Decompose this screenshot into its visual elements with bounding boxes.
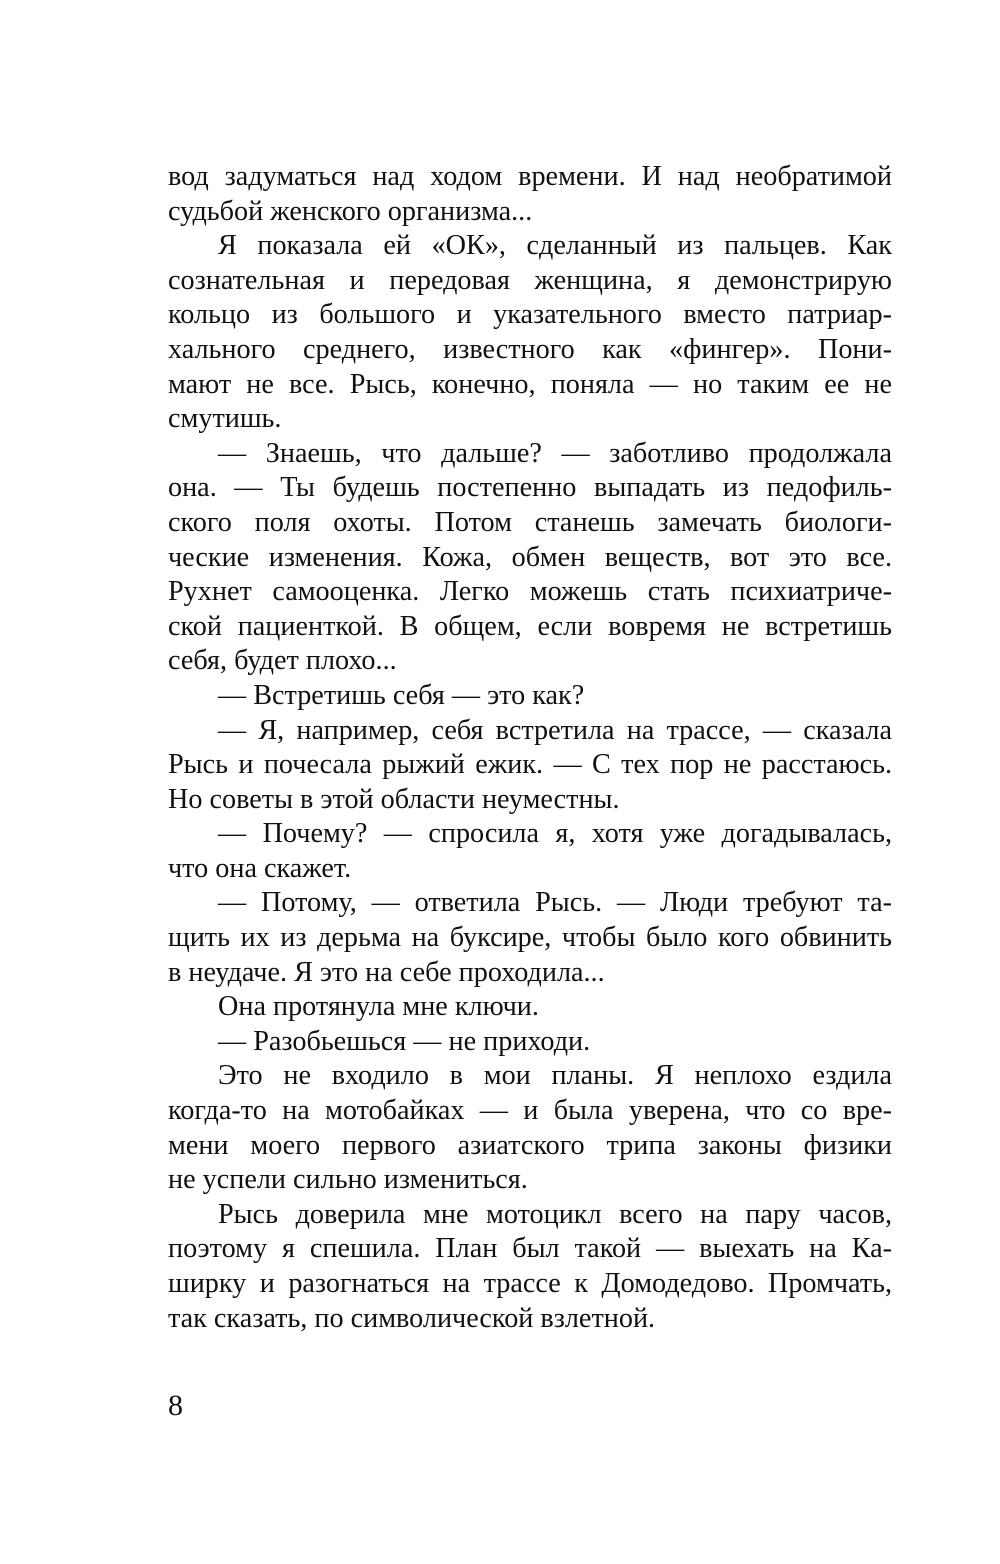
text-line: Рухнет самооценка. Легко можешь стать психиатриче- xyxy=(168,576,892,608)
text-line: Рысь доверила мне мотоцикл всего на пару часов, xyxy=(218,1198,892,1230)
text-line: когда-то на мотобайках — и была уверена, что со вре- xyxy=(168,1095,892,1127)
text-line: себя, будет плохо... xyxy=(168,645,397,677)
text-line: поэтому я спешила. План был такой — выехать на Ка- xyxy=(168,1233,892,1265)
text-line: Но советы в этой области неуместны. xyxy=(168,783,620,815)
text-line: ческие изменения. Кожа, обмен веществ, вот это все. xyxy=(168,541,892,573)
text-line: в неудаче. Я это на себе проходила... xyxy=(168,956,605,988)
text-line: ской пациенткой. В общем, если вовремя не встретишь xyxy=(168,610,892,642)
text-line: кольцо из большого и указательного вместо патриар- xyxy=(168,299,892,331)
text-line: сознательная и передовая женщина, я демонстрирую xyxy=(168,264,892,296)
text-line: вод задуматься над ходом времени. И над необратимой xyxy=(168,161,892,192)
text-line: не успели сильно измениться. xyxy=(168,1164,528,1196)
text-line: — Я, например, себя встретила на трассе, — сказала xyxy=(218,714,892,746)
text-line: Я показала ей «ОК», сделанный из пальцев. Как xyxy=(218,230,892,262)
text-line: смутишь. xyxy=(168,403,282,435)
text-line: — Потому, — ответила Рысь. — Люди требуют та- xyxy=(218,887,892,919)
text-line: что она скажет. xyxy=(168,852,352,884)
page-text xyxy=(168,160,892,1336)
text-line: ского поля охоты. Потом станешь замечать биологи- xyxy=(168,506,892,538)
text-line: — Встретишь себя — это как? xyxy=(218,679,585,711)
text-line: хального среднего, известного как «фингер». Пони- xyxy=(168,333,892,365)
text-line: ширку и разогнаться на трассе к Домодедово. Промчать, xyxy=(168,1268,892,1299)
text-line: — Разобьешься — не приходи. xyxy=(218,1025,591,1057)
text-line: Рысь и почесала рыжий ежик. — С тех пор не расстаюсь. xyxy=(168,749,892,781)
text-line: — Почему? — спросила я, хотя уже догадывалась, xyxy=(218,818,892,850)
text-line: так сказать, по символической взлетной. xyxy=(168,1302,656,1334)
text-line: щить их из дерьма на буксире, чтобы было кого обвинить xyxy=(168,922,892,954)
text-line: — Знаешь, что дальше? — заботливо продолжала xyxy=(218,437,892,469)
text-line: судьбой женского организма... xyxy=(168,195,533,227)
text-line: мени моего первого азиатского трипа законы физики xyxy=(168,1129,892,1161)
text-line: мают не все. Рысь, конечно, поняла — но таким ее не xyxy=(168,368,892,400)
text-line: Это не входило в мои планы. Я неплохо ездила xyxy=(218,1060,892,1092)
text-line: Она протянула мне ключи. xyxy=(218,991,539,1023)
page-number: 8 xyxy=(168,1389,183,1422)
text-line: она. — Ты будешь постепенно выпадать из педофиль- xyxy=(168,472,892,504)
